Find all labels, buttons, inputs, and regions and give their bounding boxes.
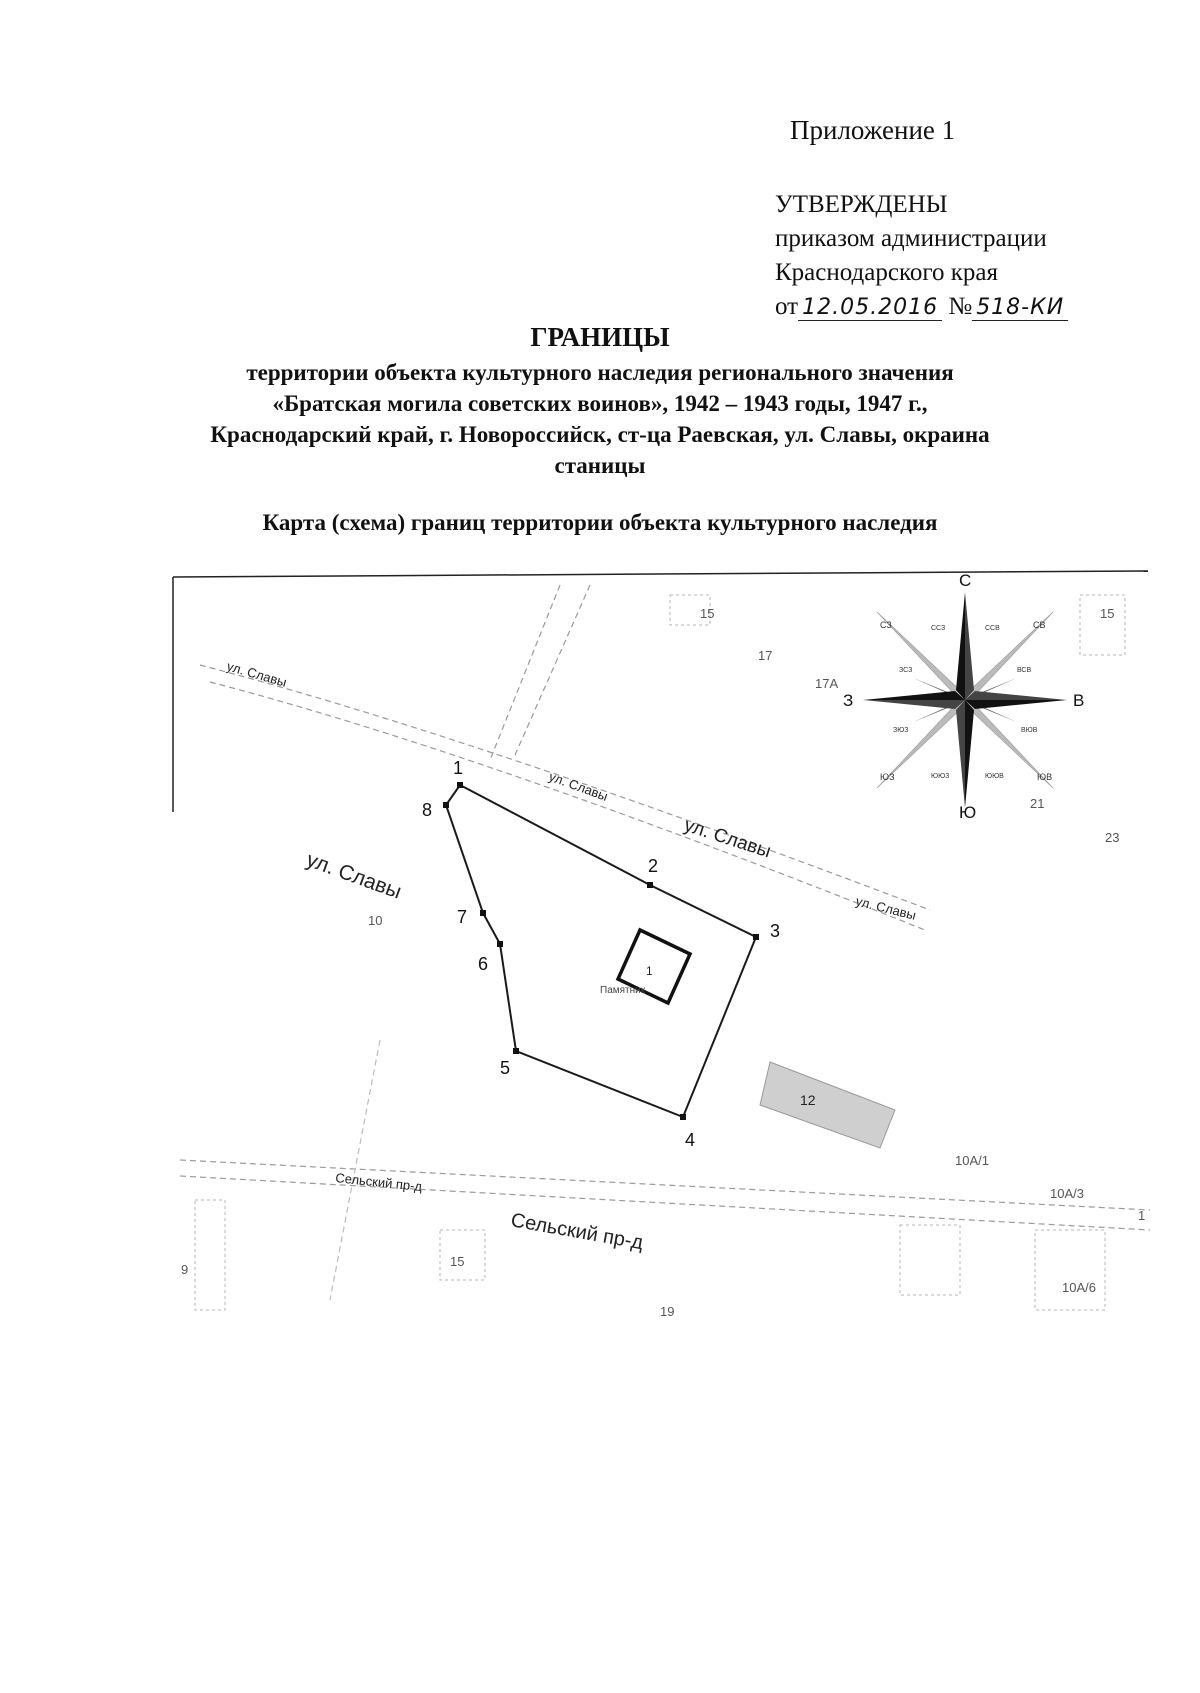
house-number-15c: 15 bbox=[450, 1254, 465, 1269]
date-prefix: от bbox=[775, 293, 799, 320]
compass-se: ЮВ bbox=[1037, 772, 1053, 782]
compass-wsw: ЗЮЗ bbox=[893, 727, 909, 734]
house-number-17: 17 bbox=[758, 648, 773, 663]
approved-label: УТВЕРЖДЕНЫ bbox=[775, 191, 948, 218]
title-line-3: Краснодарский край, г. Новороссийск, ст-ца Раевская, ул. Славы, окраина bbox=[210, 422, 990, 447]
house-number-15b: 15 bbox=[1100, 606, 1115, 621]
house-number-10: 10 bbox=[368, 913, 383, 928]
point-label-3: 3 bbox=[770, 921, 781, 941]
point-label-7: 7 bbox=[457, 907, 468, 927]
house-number-9: 9 bbox=[181, 1262, 189, 1277]
appendix-label: Приложение 1 bbox=[790, 115, 956, 145]
compass-ese: ВЮВ bbox=[1021, 727, 1038, 734]
street-slavy-4: ул. Славы bbox=[854, 893, 918, 923]
compass-rose bbox=[843, 571, 1084, 822]
house-number-10a6: 10А/6 bbox=[1062, 1280, 1096, 1295]
vertex-4 bbox=[680, 1114, 686, 1120]
house-number-10a3: 10А/3 bbox=[1050, 1186, 1084, 1201]
point-label-8: 8 bbox=[422, 800, 433, 820]
house-number-15a: 15 bbox=[700, 606, 715, 621]
title-line-2: «Братская могила советских воинов», 1942 – 1943 годы, 1947 г., bbox=[272, 391, 928, 416]
object-label: Памятник bbox=[600, 985, 646, 996]
map-caption: Карта (схема) границ территории объекта культурного наследия bbox=[262, 510, 938, 535]
vertex-5 bbox=[513, 1048, 519, 1054]
order-label: приказом администрации bbox=[775, 225, 1047, 252]
compass-ssw: ЮЮЗ bbox=[931, 773, 950, 780]
point-label-1: 1 bbox=[453, 758, 464, 778]
house-number-1: 1 bbox=[1138, 1208, 1146, 1223]
house-number-21: 21 bbox=[1030, 796, 1045, 811]
vertex-6 bbox=[497, 941, 503, 947]
street-slavy-3: ул. Славы bbox=[681, 814, 774, 863]
number-prefix: № bbox=[948, 293, 973, 320]
region-label: Краснодарского края bbox=[775, 259, 998, 286]
compass-sse: ЮЮВ bbox=[985, 773, 1004, 780]
compass-nne: ССВ bbox=[985, 625, 1000, 632]
vertex-1 bbox=[457, 782, 463, 788]
house-numbers bbox=[181, 606, 1145, 1319]
street-slavy-2: ул. Славы bbox=[546, 768, 610, 804]
compass-w: З bbox=[843, 691, 854, 710]
compass-nnw: ССЗ bbox=[931, 625, 946, 632]
compass-nw: СЗ bbox=[880, 620, 892, 630]
street-names bbox=[225, 658, 917, 1254]
title-line-1: территории объекта культурного наследия регионального значения bbox=[246, 360, 954, 385]
compass-s: Ю bbox=[959, 803, 977, 822]
title-main: ГРАНИЦЫ bbox=[530, 322, 670, 352]
point-label-5: 5 bbox=[500, 1058, 511, 1078]
building-12 bbox=[760, 1062, 895, 1148]
point-label-4: 4 bbox=[685, 1130, 696, 1150]
compass-wnw: ЗСЗ bbox=[899, 667, 913, 674]
vertex-3 bbox=[753, 934, 759, 940]
street-selsky-2: Сельский пр-д bbox=[509, 1209, 645, 1255]
house-number-23: 23 bbox=[1105, 830, 1120, 845]
house-number-17a: 17А bbox=[815, 676, 839, 691]
vertex-2 bbox=[647, 882, 653, 888]
territory-boundary bbox=[422, 758, 780, 1150]
street-selsky-1: Сельский пр-д bbox=[334, 1170, 423, 1195]
street-slavy-1: ул. Славы bbox=[225, 658, 289, 690]
house-number-12: 12 bbox=[800, 1092, 816, 1108]
street-slavy-5: ул. Славы bbox=[303, 848, 405, 904]
compass-ne: СВ bbox=[1033, 620, 1046, 630]
house-number-10a1: 10А/1 bbox=[955, 1153, 989, 1168]
point-label-6: 6 bbox=[478, 954, 489, 974]
house-number-19: 19 bbox=[660, 1304, 675, 1319]
point-label-2: 2 bbox=[648, 856, 659, 876]
monument-object bbox=[600, 930, 690, 1003]
title-line-4: станицы bbox=[554, 453, 646, 478]
vertex-8 bbox=[443, 802, 449, 808]
compass-e: В bbox=[1073, 691, 1085, 710]
compass-ene: ВСВ bbox=[1017, 667, 1032, 674]
vertex-7 bbox=[480, 910, 486, 916]
handwritten-number: 518-КИ bbox=[972, 295, 1068, 321]
handwritten-date: 12.05.2016 bbox=[798, 295, 942, 321]
compass-sw: ЮЗ bbox=[880, 772, 895, 782]
object-number: 1 bbox=[646, 964, 653, 978]
compass-n: С bbox=[959, 571, 972, 590]
